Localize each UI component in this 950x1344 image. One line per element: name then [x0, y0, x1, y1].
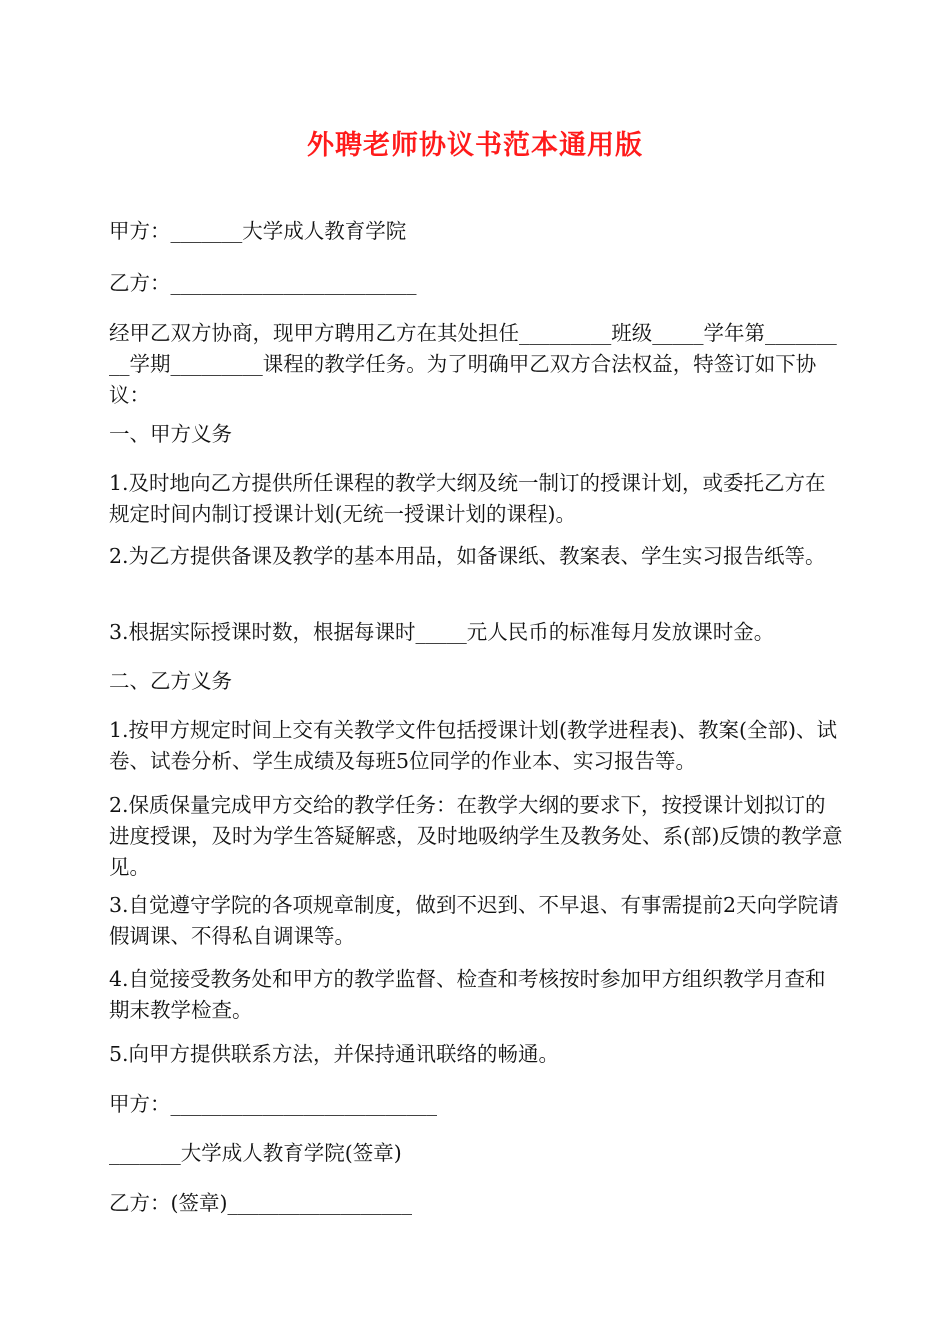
section2-item-1: 1.按甲方规定时间上交有关教学文件包括授课计划(教学进程表)、教案(全部)、试卷、试卷分析、学生成绩及每班5位同学的作业本、实习报告等。: [109, 718, 838, 773]
section2-item-5: 5.向甲方提供联系方法，并保持通讯联络的畅通。: [109, 1042, 560, 1066]
section2-heading: 二、乙方义务: [109, 669, 232, 693]
section2-item-3: 3.自觉遵守学院的各项规章制度，做到不迟到、不早退、有事需提前2天向学院请假调课、不得私自调课等。: [109, 893, 839, 948]
section2-item-2: 2.保质保量完成甲方交给的教学任务：在教学大纲的要求下，按授课计划拟订的进度授课，及时为学生答疑解惑，及时地吸纳学生及教务处、系(部)反馈的教学意见。: [109, 793, 843, 879]
section1-item-2: 2.为乙方提供备课及教学的基本用品，如备课纸、教案表、学生实习报告纸等。: [109, 544, 826, 568]
sign-party-a: 甲方：__________________________: [109, 1092, 437, 1116]
sign-party-b: 乙方：(签章)__________________: [109, 1191, 412, 1215]
intro-paragraph: 经甲乙双方协商，现甲方聘用乙方在其处担任_________班级_____学年第_________学期_________课程的教学任务。为了明确甲乙双方合法权益，特签订如下协议：: [109, 321, 837, 407]
document-title: 外聘老师协议书范本通用版: [307, 130, 643, 161]
sign-party-a-org: _______大学成人教育学院(签章): [109, 1141, 402, 1165]
section1-item-1: 1.及时地向乙方提供所任课程的教学大纲及统一制订的授课计划，或委托乙方在规定时间内制订授课计划(无统一授课计划的课程)。: [109, 471, 826, 526]
party-b-line: 乙方：________________________: [109, 271, 417, 295]
section1-item-3: 3.根据实际授课时数，根据每课时_____元人民币的标准每月发放课时金。: [109, 620, 775, 644]
section1-heading: 一、甲方义务: [109, 422, 232, 446]
party-a-line: 甲方：_______大学成人教育学院: [109, 219, 407, 243]
section2-item-4: 4.自觉接受教务处和甲方的教学监督、检查和考核按时参加甲方组织教学月查和期末教学检查。: [109, 967, 826, 1022]
